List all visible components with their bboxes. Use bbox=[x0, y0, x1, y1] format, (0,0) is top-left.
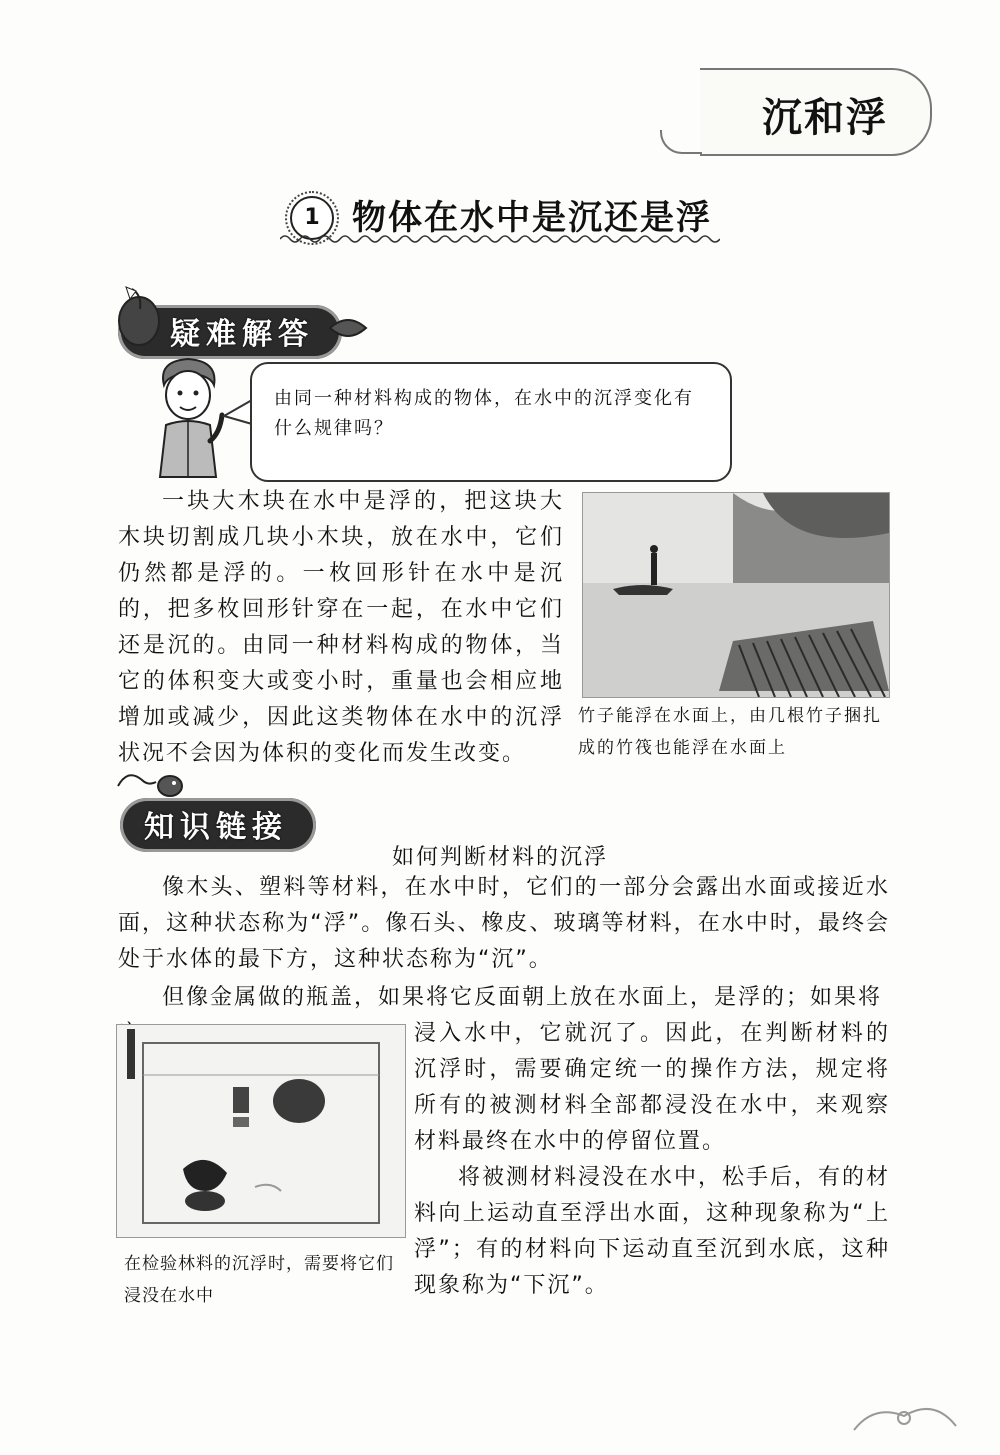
qa-answer-paragraph: 一块大木块在水中是浮的，把这块大木块切割成几块小木块，放在水中，它们仍然都是浮的。一枚回形针在水中是沉的，把多枚回形针穿在一起，在水中它们还是沉的。由同一种材料构成的物体，当它的体积变大或变小时，重量也会相应地增加或减少，因此这类物体在水中的沉浮状况不会因为体积的变化而发生改变。 bbox=[118, 489, 564, 766]
unit-tab bbox=[700, 68, 932, 156]
knowledge-paragraph-2-rest: 浸入水中，它就沉了。因此，在判断材料的沉浮时，需要确定统一的操作方法，规定将所有的被测材料全部都浸没在水中，来观察材料最终在水中的停留位置。 bbox=[414, 1021, 890, 1154]
knowledge-paragraph-3: 将被测材料浸没在水中，松手后，有的材料向上运动直至浮出水面，这种现象称为“上浮”；有的材料向下运动直至沉到水底，这种现象称为“下沉”。 bbox=[414, 1165, 891, 1298]
knowledge-badge-label: 知识链接 bbox=[144, 810, 288, 845]
question-bubble: 由同一种材料构成的物体，在水中的沉浮变化有什么规律吗？ bbox=[250, 362, 732, 482]
leaf-tail-icon bbox=[328, 313, 368, 343]
bamboo-raft-photo bbox=[582, 492, 890, 698]
bird-decoration-icon bbox=[112, 766, 192, 802]
boy-illustration-icon bbox=[150, 355, 230, 481]
unit-title: 沉和浮 bbox=[762, 95, 888, 141]
knowledge-paragraph-2-start: 但像金属做的瓶盖，如果将它反面朝上放在水面上，是浮的；如果将 bbox=[162, 985, 883, 1010]
leaf-decoration-icon bbox=[112, 285, 166, 347]
wavy-underline bbox=[280, 232, 720, 246]
lesson-number-badge: 1 bbox=[290, 196, 334, 240]
experiment-tank-photo bbox=[116, 1024, 406, 1238]
raft-photo-caption: 竹子能浮在水面上，由几根竹子捆扎成的竹筏也能浮在水面上 bbox=[578, 706, 882, 758]
qa-badge-label: 疑难解答 bbox=[170, 317, 314, 352]
qa-section-badge bbox=[118, 305, 342, 359]
page-corner-decoration-icon bbox=[850, 1400, 960, 1440]
experiment-photo-caption: 在检验林料的沉浮时，需要将它们浸没在水中 bbox=[124, 1254, 394, 1306]
knowledge-heading: 如何判断材料的沉浮 bbox=[391, 845, 608, 870]
knowledge-paragraph-1: 像木头、塑料等材料，在水中时，它们的一部分会露出水面或接近水面，这种状态称为“浮”。像石头、橡皮、玻璃等材料，在水中时，最终会处于水体的最下方，这种状态称为“沉”。 bbox=[118, 875, 890, 972]
lesson-title: 物体在水中是沉还是浮 bbox=[352, 198, 712, 238]
